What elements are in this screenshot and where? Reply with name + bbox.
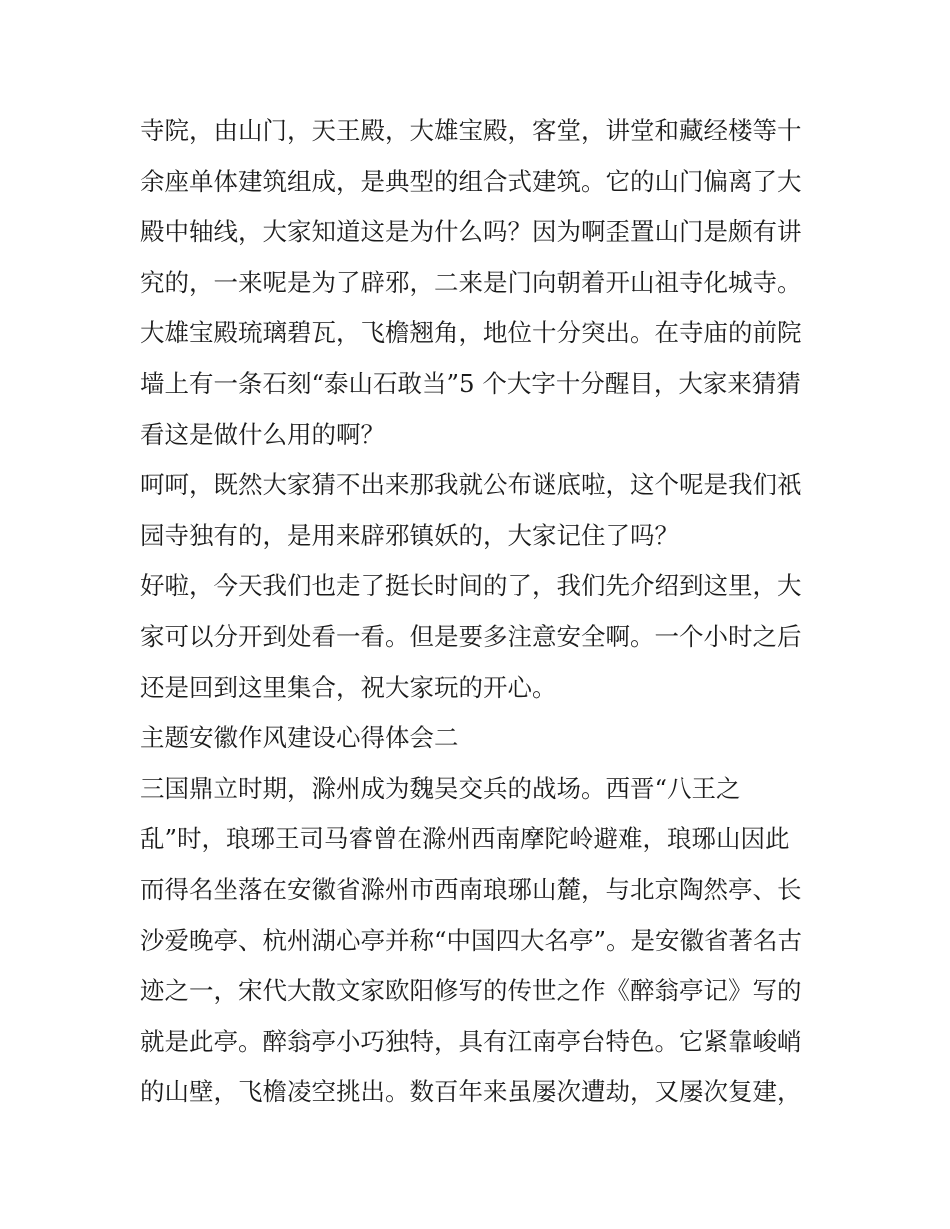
text-line: 就是此亭。醉翁亭小巧独特，具有江南亭台特色。它紧靠峻峭 xyxy=(140,1026,802,1056)
text-line: 还是回到这里集合，祝大家玩的开心。 xyxy=(140,672,557,702)
section-heading: 主题安徽作风建设心得体会二 xyxy=(140,723,459,753)
text-line: 家可以分开到处看一看。但是要多注意安全啊。一个小时之后 xyxy=(140,621,802,651)
text-line: 迹之一，宋代大散文家欧阳修写的传世之作《醉翁亭记》写的 xyxy=(140,976,802,1006)
text-line: 园寺独有的，是用来辟邪镇妖的，大家记住了吗？ xyxy=(140,520,679,550)
text-line: 乱”时，琅琊王司马睿曾在滁州西南摩陀岭避难，琅琊山因此 xyxy=(140,824,790,854)
text-line: 大雄宝殿琉璃碧瓦，飞檐翘角，地位十分突出。在寺庙的前院 xyxy=(140,318,802,348)
text-line: 究的，一来呢是为了辟邪，二来是门向朝着开山祖寺化城寺。 xyxy=(140,267,802,297)
text-line: 呵呵，既然大家猜不出来那我就公布谜底啦，这个呢是我们祇 xyxy=(140,470,802,500)
text-line: 殿中轴线，大家知道这是为什么吗？因为啊歪置山门是颇有讲 xyxy=(140,217,802,247)
text-line: 而得名坐落在安徽省滁州市西南琅琊山麓，与北京陶然亭、长 xyxy=(140,874,802,904)
text-line: 看这是做什么用的啊？ xyxy=(140,419,385,449)
text-line: 寺院，由山门，天王殿，大雄宝殿，客堂，讲堂和藏经楼等十 xyxy=(140,116,802,145)
text-line: 余座单体建筑组成，是典型的组合式建筑。它的山门偏离了大 xyxy=(140,166,802,196)
text-line: 墙上有一条石刻“泰山石敢当”5 个大字十分醒目，大家来猜猜 xyxy=(140,368,801,398)
document-text-body xyxy=(140,106,820,1118)
text-line: 好啦，今天我们也走了挺长时间的了，我们先介绍到这里，大 xyxy=(140,571,802,601)
text-line: 沙爱晚亭、杭州湖心亭并称“中国四大名亭”。是安徽省著名古 xyxy=(140,925,803,955)
text-line: 的山壁，飞檐凌空挑出。数百年来虽屡次遭劫，又屡次复建， xyxy=(140,1077,802,1107)
text-line: 三国鼎立时期，滁州成为魏吴交兵的战场。西晋“八王之 xyxy=(140,773,741,803)
